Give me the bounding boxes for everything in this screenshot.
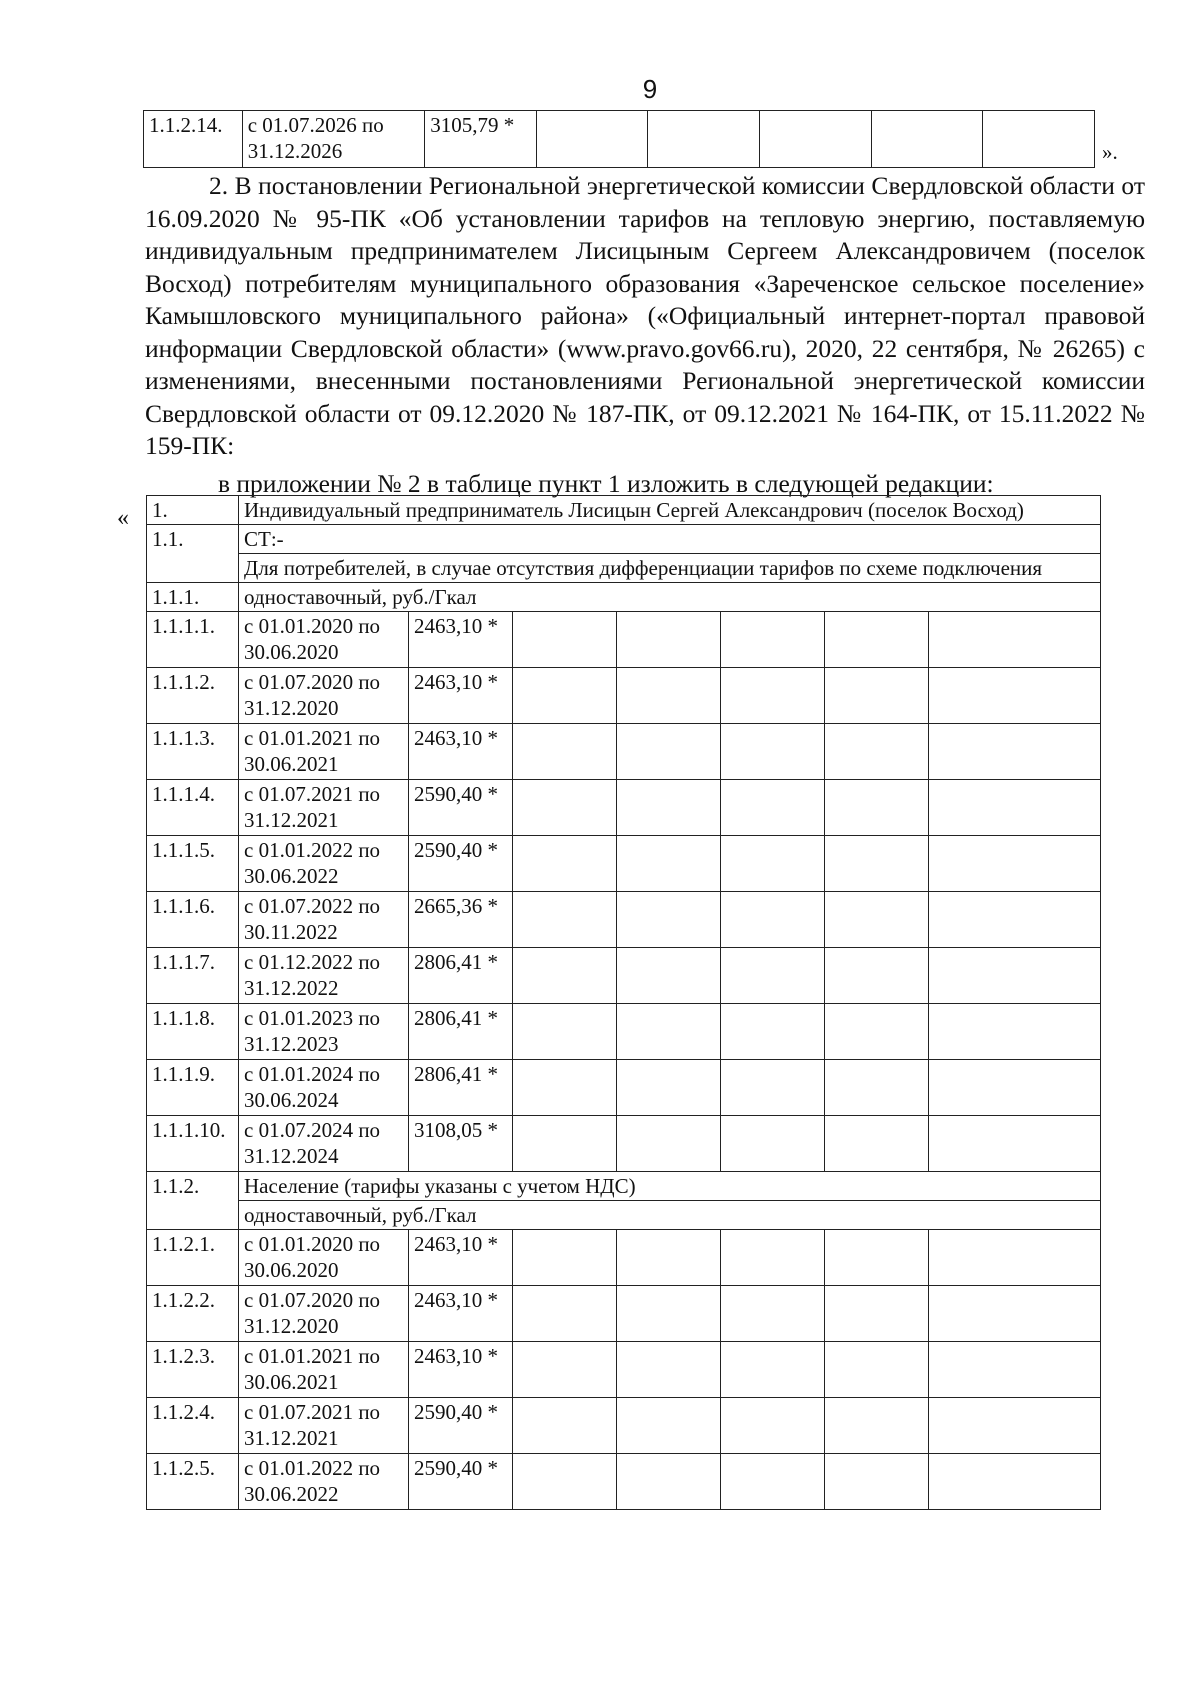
empty-cell	[825, 1286, 929, 1342]
row-period: с 01.12.2022 по 31.12.2022	[239, 948, 409, 1004]
table-row	[147, 948, 1101, 1004]
row-code: 1.1.2.2.	[147, 1286, 239, 1342]
row-code: 1.1.2.4.	[147, 1398, 239, 1454]
row-period: с 01.01.2024 по 30.06.2024	[239, 1060, 409, 1116]
row-code: 1.1.1.1.	[147, 612, 239, 668]
row-value: 2665,36 *	[409, 892, 513, 948]
table-row	[147, 1398, 1101, 1454]
row-period: с 01.01.2022 по 30.06.2022	[239, 1454, 409, 1510]
table-row	[147, 1286, 1101, 1342]
empty-cell	[617, 1454, 721, 1510]
table-row	[147, 1004, 1101, 1060]
empty-cell	[929, 668, 1101, 724]
row-period: с 01.01.2023 по 31.12.2023	[239, 1004, 409, 1060]
empty-cell	[825, 1060, 929, 1116]
row-value: 2590,40 *	[409, 1398, 513, 1454]
empty-cell	[983, 111, 1095, 168]
row-period: с 01.07.2024 по 31.12.2024	[239, 1116, 409, 1172]
empty-cell	[721, 1342, 825, 1398]
empty-cell	[929, 1116, 1101, 1172]
row-value: 2463,10 *	[409, 724, 513, 780]
empty-cell	[617, 668, 721, 724]
empty-cell	[513, 724, 617, 780]
empty-cell	[617, 1286, 721, 1342]
row-code: 1.1.1.6.	[147, 892, 239, 948]
empty-cell	[929, 1060, 1101, 1116]
row-code: 1.1.1.7.	[147, 948, 239, 1004]
empty-cell	[513, 948, 617, 1004]
empty-cell	[617, 1004, 721, 1060]
empty-cell	[513, 892, 617, 948]
table-row	[147, 554, 1101, 583]
table-row	[147, 583, 1101, 612]
empty-cell	[513, 1398, 617, 1454]
row-code: 1.1.2.1.	[147, 1230, 239, 1286]
row-code: 1.1.1.8.	[147, 1004, 239, 1060]
empty-cell	[648, 111, 760, 168]
row-code: 1.1.1.	[147, 583, 239, 612]
row-value: 2463,10 *	[409, 612, 513, 668]
row-value: 2806,41 *	[409, 1060, 513, 1116]
page-number: 9	[642, 74, 658, 104]
row-value: 2463,10 *	[409, 1342, 513, 1398]
row-code: 1.1.1.4.	[147, 780, 239, 836]
empty-cell	[513, 1286, 617, 1342]
empty-cell	[617, 836, 721, 892]
table-row	[147, 1172, 1101, 1201]
empty-cell	[929, 1342, 1101, 1398]
row-value: 2463,10 *	[409, 1286, 513, 1342]
empty-cell	[721, 668, 825, 724]
empty-cell	[929, 1230, 1101, 1286]
row-text: СТ:-	[239, 525, 1101, 554]
empty-cell	[513, 1454, 617, 1510]
empty-cell	[617, 948, 721, 1004]
row-period: с 01.01.2021 по 30.06.2021	[239, 724, 409, 780]
table-row	[147, 668, 1101, 724]
empty-cell	[617, 612, 721, 668]
empty-cell	[825, 724, 929, 780]
empty-cell	[721, 892, 825, 948]
empty-cell	[825, 1342, 929, 1398]
empty-cell	[617, 1116, 721, 1172]
empty-cell	[721, 1004, 825, 1060]
row-period: с 01.07.2026 по 31.12.2026	[242, 111, 424, 168]
empty-cell	[825, 1454, 929, 1510]
empty-cell	[536, 111, 648, 168]
empty-cell	[513, 1004, 617, 1060]
row-code: 1.1.	[147, 525, 239, 583]
row-text: Индивидуальный предприниматель Лисицын Сергей Александрович (поселок Восход)	[239, 496, 1101, 525]
empty-cell	[721, 1116, 825, 1172]
row-code: 1.1.2.14.	[144, 111, 243, 168]
empty-cell	[617, 724, 721, 780]
table-row	[147, 1230, 1101, 1286]
table-row	[147, 724, 1101, 780]
row-value: 2806,41 *	[409, 948, 513, 1004]
amendment-paragraph: 2. В постановлении Региональной энергетической комиссии Свердловской области от 16.09.2020 № 95-ПК «Об установлении тарифов на тепловую энергию, поставляемую индивидуальным предпринимателем Лисицыным Сергеем Александровичем (поселок Восход) потребителям муниципального образования «Зареченское сельское поселение» Камышловского муниципального района» («Официальный интернет-портал правовой информации Свердловской области» (www.pravo.gov66.ru), 2020, 22 сентября, № 26265) с изменениями, внесенными постановлениями Региональной энергетической комиссии Свердловской области от 09.12.2020 № 187-ПК, от 09.12.2021 № 164-ПК, от 15.11.2022 № 159-ПК:	[145, 171, 1145, 460]
table-row	[144, 111, 1095, 168]
empty-cell	[825, 1116, 929, 1172]
previous-table-tail	[143, 110, 1095, 168]
closing-quote: ».	[1102, 140, 1118, 164]
empty-cell	[721, 724, 825, 780]
empty-cell	[721, 836, 825, 892]
empty-cell	[721, 948, 825, 1004]
empty-cell	[929, 892, 1101, 948]
row-code: 1.1.2.	[147, 1172, 239, 1230]
row-code: 1.1.1.2.	[147, 668, 239, 724]
empty-cell	[617, 892, 721, 948]
row-period: с 01.07.2021 по 31.12.2021	[239, 780, 409, 836]
empty-cell	[929, 1398, 1101, 1454]
opening-quote: «	[117, 505, 129, 531]
row-code: 1.1.2.5.	[147, 1454, 239, 1510]
table-row	[147, 525, 1101, 554]
row-period: с 01.01.2021 по 30.06.2021	[239, 1342, 409, 1398]
empty-cell	[929, 1286, 1101, 1342]
row-code: 1.1.1.5.	[147, 836, 239, 892]
empty-cell	[513, 668, 617, 724]
empty-cell	[825, 668, 929, 724]
empty-cell	[929, 724, 1101, 780]
empty-cell	[825, 780, 929, 836]
row-value: 2463,10 *	[409, 668, 513, 724]
row-period: с 01.01.2022 по 30.06.2022	[239, 836, 409, 892]
empty-cell	[617, 1398, 721, 1454]
empty-cell	[721, 1060, 825, 1116]
empty-cell	[513, 1342, 617, 1398]
empty-cell	[929, 1004, 1101, 1060]
row-value: 2590,40 *	[409, 836, 513, 892]
empty-cell	[617, 1342, 721, 1398]
row-value: 3108,05 *	[409, 1116, 513, 1172]
empty-cell	[513, 612, 617, 668]
empty-cell	[721, 612, 825, 668]
empty-cell	[721, 1398, 825, 1454]
row-value: 2590,40 *	[409, 1454, 513, 1510]
row-text: Население (тарифы указаны с учетом НДС)	[239, 1172, 1101, 1201]
row-value: 3105,79 *	[425, 111, 537, 168]
empty-cell	[825, 612, 929, 668]
empty-cell	[617, 1060, 721, 1116]
empty-cell	[513, 836, 617, 892]
row-value: 2463,10 *	[409, 1230, 513, 1286]
empty-cell	[760, 111, 872, 168]
empty-cell	[871, 111, 983, 168]
row-value: 2806,41 *	[409, 1004, 513, 1060]
table-row	[147, 1060, 1101, 1116]
row-period: с 01.01.2020 по 30.06.2020	[239, 1230, 409, 1286]
row-code: 1.	[147, 496, 239, 525]
empty-cell	[929, 1454, 1101, 1510]
row-value: 2590,40 *	[409, 780, 513, 836]
table-row	[147, 496, 1101, 525]
empty-cell	[825, 836, 929, 892]
empty-cell	[929, 612, 1101, 668]
empty-cell	[617, 1230, 721, 1286]
empty-cell	[929, 948, 1101, 1004]
row-subtext: Для потребителей, в случае отсутствия дифференциации тарифов по схеме подключения	[239, 554, 1101, 583]
empty-cell	[929, 780, 1101, 836]
table-row	[147, 836, 1101, 892]
empty-cell	[721, 1286, 825, 1342]
empty-cell	[513, 1230, 617, 1286]
row-period: с 01.07.2022 по 30.11.2022	[239, 892, 409, 948]
empty-cell	[929, 836, 1101, 892]
table-row	[147, 892, 1101, 948]
empty-cell	[825, 892, 929, 948]
table-row	[147, 1116, 1101, 1172]
table-row	[147, 1342, 1101, 1398]
empty-cell	[721, 1230, 825, 1286]
row-period: с 01.07.2020 по 31.12.2020	[239, 668, 409, 724]
instruction-paragraph: в приложении № 2 в таблице пункт 1 изложить в следующей редакции:	[218, 469, 994, 498]
table-row	[147, 1454, 1101, 1510]
row-period: с 01.07.2020 по 31.12.2020	[239, 1286, 409, 1342]
empty-cell	[721, 1454, 825, 1510]
row-code: 1.1.1.9.	[147, 1060, 239, 1116]
row-subtext: одноставочный, руб./Гкал	[239, 1201, 1101, 1230]
empty-cell	[721, 780, 825, 836]
row-period: с 01.07.2021 по 31.12.2021	[239, 1398, 409, 1454]
row-code: 1.1.1.10.	[147, 1116, 239, 1172]
table-row	[147, 1201, 1101, 1230]
empty-cell	[825, 1004, 929, 1060]
row-code: 1.1.2.3.	[147, 1342, 239, 1398]
table-row	[147, 612, 1101, 668]
empty-cell	[513, 1060, 617, 1116]
empty-cell	[825, 948, 929, 1004]
row-text: одноставочный, руб./Гкал	[239, 583, 1101, 612]
tariff-table	[146, 495, 1101, 1510]
row-period: с 01.01.2020 по 30.06.2020	[239, 612, 409, 668]
row-code: 1.1.1.3.	[147, 724, 239, 780]
empty-cell	[825, 1398, 929, 1454]
empty-cell	[513, 780, 617, 836]
empty-cell	[513, 1116, 617, 1172]
empty-cell	[825, 1230, 929, 1286]
table-row	[147, 780, 1101, 836]
empty-cell	[617, 780, 721, 836]
